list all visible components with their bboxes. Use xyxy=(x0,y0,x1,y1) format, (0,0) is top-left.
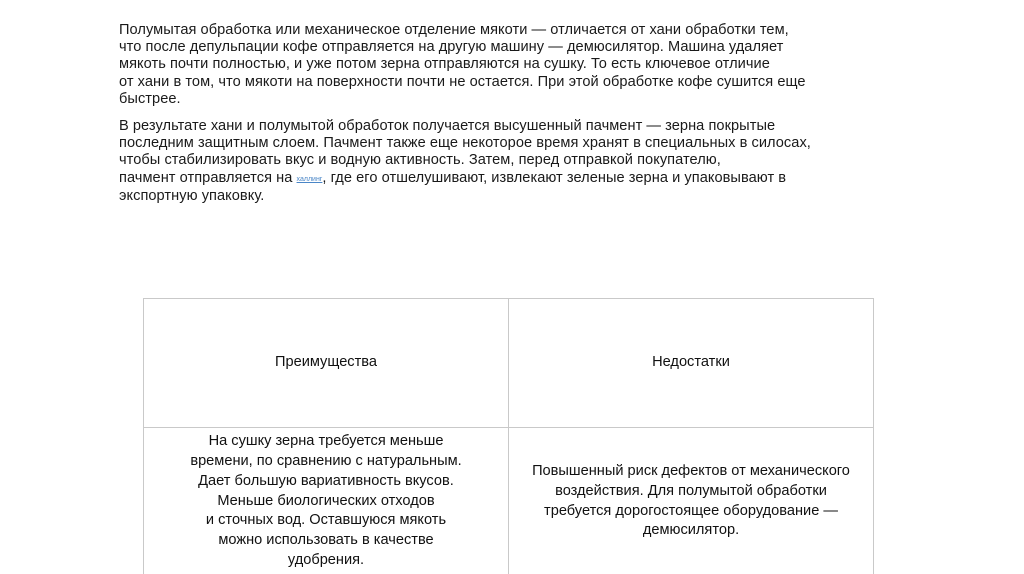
disadvantages-cell xyxy=(509,428,874,574)
cell-line: и сточных вод. Оставшуюся мякоть xyxy=(205,512,447,529)
cell-line: воздействия. Для полумытой обработки xyxy=(555,482,827,499)
cell-line: Дает большую вариативность вкусов. xyxy=(198,472,454,489)
table-header-row xyxy=(144,299,874,428)
paragraph-line: от хани в том, что мякоти на поверхности почти не остается. При этой обработке кофе сушится еще xyxy=(119,73,806,90)
paragraph-parchment xyxy=(119,118,889,205)
paragraph-line: быстрее. xyxy=(119,90,181,107)
paragraph-line-with-link xyxy=(119,170,889,188)
pros-cons-table xyxy=(143,298,874,574)
cell-line: На сушку зерна требуется меньше xyxy=(208,433,444,450)
hulling-link[interactable]: халлинг xyxy=(296,175,323,183)
paragraph-line: мякоть почти полностью, и уже потом зерна отправляются на сушку. То есть ключевое отличие xyxy=(119,56,770,73)
advantages-header: Преимущества xyxy=(144,299,509,428)
paragraph-semi-washed xyxy=(119,22,889,108)
paragraph-line: что после депульпации кофе отправляется на другую машину — демюсилятор. Машина удаляет xyxy=(119,39,784,56)
paragraph-text: , где его отшелушивают, извлекают зеленые зерна и упаковывают в xyxy=(322,169,787,186)
cell-line: времени, по сравнению с натуральным. xyxy=(190,453,462,469)
advantages-cell xyxy=(144,428,509,574)
table-row xyxy=(144,428,874,574)
paragraph-line: экспортную упаковку. xyxy=(119,187,265,204)
disadvantages-header: Недостатки xyxy=(509,299,874,428)
body-text xyxy=(119,22,889,205)
cell-line: можно использовать в качестве xyxy=(218,532,434,549)
cell-line: Повышенный риск дефектов от механического xyxy=(532,462,850,479)
paragraph-line: чтобы стабилизировать вкус и водную активность. Затем, перед отправкой покупателю, xyxy=(119,152,721,169)
cell-line: удобрения. xyxy=(287,551,365,568)
paragraph-line: В результате хани и полумытой обработок получается высушенный пачмент — зерна покрытые xyxy=(119,118,776,135)
cell-line: демюсилятор. xyxy=(642,522,740,539)
cell-line: требуется дорогостоящее оборудование — xyxy=(544,502,838,519)
cell-line: Меньше биологических отходов xyxy=(217,492,435,509)
paragraph-line: Полумытая обработка или механическое отделение мякоти — отличается от хани обработки тем, xyxy=(119,22,789,38)
paragraph-line: последним защитным слоем. Пачмент также еще некоторое время хранят в специальных в силосах, xyxy=(119,135,811,152)
paragraph-text: пачмент отправляется на xyxy=(119,169,297,186)
